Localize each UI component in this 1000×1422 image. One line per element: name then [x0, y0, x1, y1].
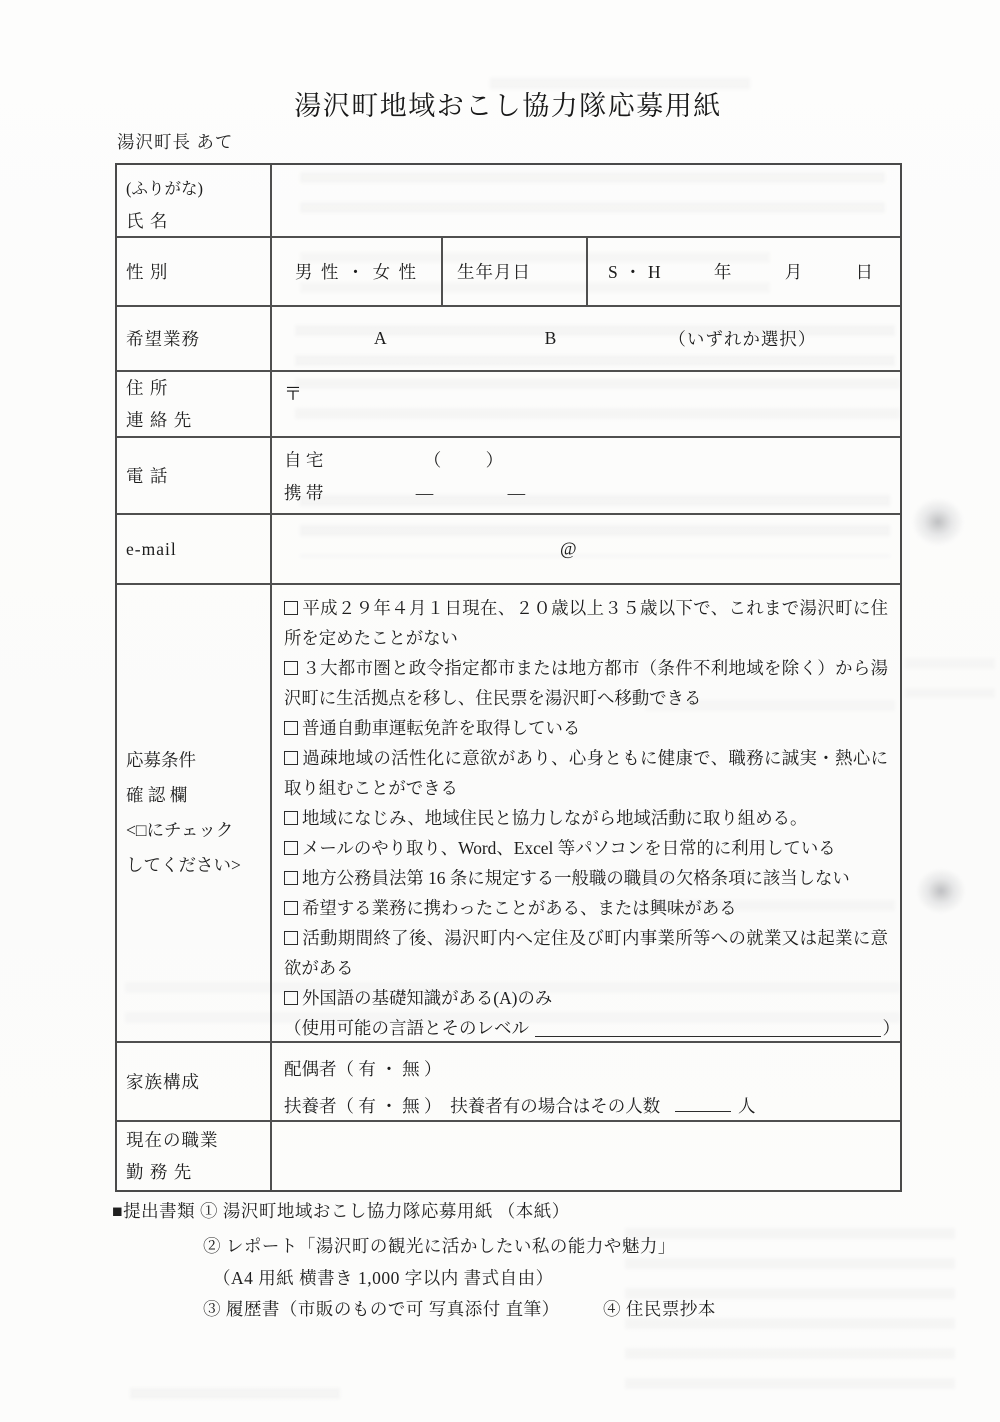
job-entry-area	[272, 1122, 900, 1190]
name-label-cell	[117, 165, 272, 236]
conditions-label-3: <□にチェック	[126, 820, 234, 840]
gender-label-cell	[117, 238, 272, 305]
condition-item-text: 活動期間終了後、湯沢町内へ定住及び町内事業所等への就業又は起業に意欲がある	[284, 928, 888, 978]
dependents-text: 扶養者（ 有 ・ 無 ） 扶養者有の場合はその人数	[284, 1096, 661, 1116]
condition-item	[284, 983, 888, 1013]
family-row	[117, 1043, 900, 1122]
language-note-prefix: （使用可能の言語とそのレベル	[284, 1018, 529, 1038]
condition-item-text: 平成２９年４月１日現在、２０歳以上３５歳以下で、これまで湯沢町に住所を定めたことがない	[284, 598, 888, 648]
scan-bleed-artifact	[905, 658, 995, 698]
checkbox-icon	[284, 841, 298, 855]
phone-home-line	[284, 444, 900, 477]
address-row	[117, 372, 900, 438]
desired-work-label: 希望業務	[126, 328, 200, 349]
phone-paren-open: （	[423, 450, 442, 470]
scan-smudge	[912, 498, 964, 546]
condition-item-text: 地方公務員法第 16 条に規定する一般職の職員の欠格条項に該当しない	[302, 868, 850, 888]
spouse-line: 配偶者（ 有 ・ 無 ）	[284, 1059, 442, 1079]
year-label: 年	[713, 262, 733, 282]
application-form-table	[115, 163, 902, 1192]
gender-birthdate-row	[117, 238, 900, 307]
month-label: 月	[784, 262, 804, 282]
condition-item	[284, 923, 888, 983]
condition-item	[284, 593, 888, 653]
checkbox-icon	[284, 811, 298, 825]
checkbox-icon	[284, 601, 298, 615]
job-label-cell	[117, 1122, 272, 1190]
phone-mobile-line	[284, 477, 900, 510]
phone-paren-close: ）	[485, 450, 504, 470]
family-label-cell	[117, 1043, 272, 1120]
gender-options-text: 男 性 ・ 女 性	[295, 262, 418, 282]
birthdate-entry-area	[588, 238, 900, 305]
gender-label: 性 別	[126, 261, 169, 282]
checkbox-icon	[284, 661, 298, 675]
family-label: 家族構成	[126, 1071, 200, 1092]
language-note-suffix: ）	[882, 1018, 900, 1038]
condition-item-text: メールのやり取り、Word、Excel 等パソコンを日常的に利用している	[302, 838, 836, 858]
condition-item	[284, 803, 888, 833]
condition-item-text: 希望する業務に携わったことがある、または興味がある	[302, 898, 737, 918]
dependents-count-underline	[675, 1111, 731, 1112]
address-entry-area	[272, 372, 900, 436]
condition-item	[284, 743, 888, 803]
condition-item	[284, 833, 888, 863]
conditions-label-4: してください>	[126, 855, 241, 875]
condition-item	[284, 863, 888, 893]
current-job-label: 現在の職業	[126, 1130, 219, 1150]
checkbox-icon	[284, 751, 298, 765]
at-sign: @	[560, 538, 577, 559]
work-select-note: （いずれか選択）	[668, 329, 817, 349]
current-job-row	[117, 1122, 900, 1190]
submission-docs-line-3: （A4 用紙 横書き 1,000 字以内 書式自由）	[213, 1268, 554, 1288]
condition-item	[284, 713, 888, 743]
dependents-line	[284, 1088, 900, 1125]
condition-item	[284, 893, 888, 923]
email-entry-area	[272, 515, 900, 583]
checkbox-icon	[284, 901, 298, 915]
phone-dash: —	[415, 483, 434, 503]
checkbox-icon	[284, 871, 298, 885]
checkbox-icon	[284, 991, 298, 1005]
language-level-line	[272, 1013, 900, 1043]
name-entry-area	[272, 165, 900, 236]
desired-work-row	[117, 307, 900, 372]
name-row	[117, 165, 900, 238]
work-option-b: B	[544, 328, 557, 348]
submission-docs-line-1: ■提出書類 ① 湯沢町地域おこし協力隊応募用紙 （本紙）	[112, 1201, 570, 1221]
page-title: 湯沢町地域おこし協力隊応募用紙	[294, 91, 722, 121]
conditions-checklist	[272, 585, 900, 1041]
phone-home-label: 自 宅	[284, 450, 324, 470]
address-label: 住 所	[126, 378, 169, 398]
address-label-cell	[117, 372, 272, 436]
desired-work-label-cell	[117, 307, 272, 370]
language-blank-underline	[535, 1036, 881, 1037]
addressee-line: 湯沢町長 あて	[117, 132, 234, 152]
conditions-label-1: 応募条件	[126, 750, 196, 770]
contact-label: 連 絡 先	[126, 410, 193, 430]
phone-label-cell	[117, 438, 272, 513]
postal-code-mark: 〒	[284, 384, 302, 404]
submission-docs-line-2: ② レポート「湯沢町の観光に活かしたい私の能力や魅力」	[203, 1236, 676, 1256]
condition-item-text: 普通自動車運転免許を取得している	[302, 718, 581, 738]
submission-docs-line-4b: ④ 住民票抄本	[603, 1299, 716, 1319]
email-label-cell	[117, 515, 272, 583]
work-option-a: A	[374, 328, 387, 348]
condition-item-text: ３大都市圏と政令指定都市または地方都市（条件不利地域を除く）から湯沢町に生活拠点を移し、住民票を湯沢町へ移動できる	[284, 658, 888, 708]
phone-label: 電 話	[126, 465, 169, 486]
conditions-label-2: 確 認 欄	[126, 785, 188, 805]
phone-mobile-label: 携 帯	[284, 483, 324, 503]
birthdate-label: 生年月日	[457, 262, 531, 282]
scan-bleed-artifact	[130, 1388, 340, 1404]
condition-item-text: 過疎地域の活性化に意欲があり、心身ともに健康で、職務に誠実・熱心に取り組むことができる	[284, 748, 888, 798]
birthdate-label-cell	[443, 238, 588, 305]
name-label: 氏 名	[126, 211, 169, 231]
workplace-label: 勤 務 先	[126, 1162, 193, 1182]
furigana-label: (ふりがな)	[126, 179, 203, 198]
email-row	[117, 515, 900, 585]
phone-entry-area	[272, 438, 900, 513]
condition-item-text: 地域になじみ、地域住民と協力しながら地域活動に取り組める。	[302, 808, 808, 828]
email-label: e-mail	[126, 539, 177, 559]
dependents-unit: 人	[738, 1096, 756, 1116]
condition-item	[284, 653, 888, 713]
conditions-row	[117, 585, 900, 1043]
era-options: S ・ H	[608, 262, 662, 282]
day-label: 日	[855, 262, 874, 282]
family-entry-area	[272, 1043, 900, 1120]
submission-docs-line-4: ③ 履歴書（市販のもので可 写真添付 直筆）	[203, 1299, 560, 1319]
phone-dash: —	[507, 483, 526, 503]
gender-birthdate-cells	[272, 238, 900, 305]
gender-options	[272, 238, 443, 305]
checkbox-icon	[284, 931, 298, 945]
condition-item-text: 外国語の基礎知識がある(A)のみ	[302, 988, 553, 1008]
scan-smudge	[916, 868, 966, 914]
desired-work-entry-area	[272, 307, 900, 370]
checkbox-icon	[284, 721, 298, 735]
phone-row	[117, 438, 900, 515]
conditions-label-cell	[117, 585, 272, 1041]
